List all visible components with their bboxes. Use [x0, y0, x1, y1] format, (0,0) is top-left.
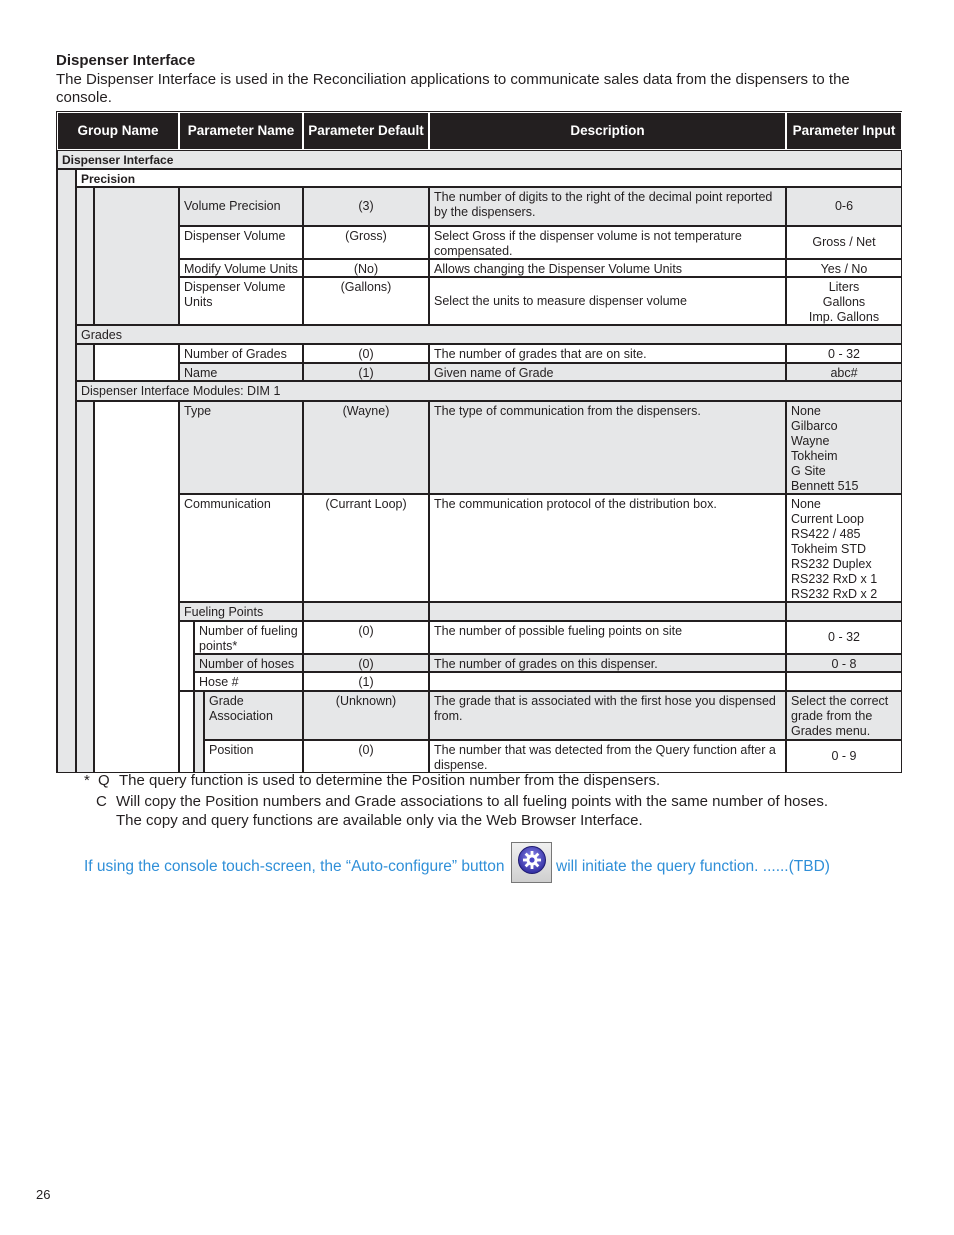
input-number-of-grades: 0 - 32 [786, 344, 902, 363]
footnote-c-text: Will copy the Position numbers and Grade associations to all fueling points with the same number of hoses. [116, 793, 829, 810]
footnote-c-text-continued: The copy and query functions are available only via the Web Browser Interface. [116, 812, 643, 829]
input-number-of-hoses: 0 - 8 [786, 654, 902, 672]
param-default-modify-volume-units: (No) [303, 259, 429, 277]
footnote-c-letter: C [96, 793, 107, 810]
input-hose-number [786, 672, 902, 691]
fueling-points-description-empty [429, 602, 786, 621]
param-default-number-of-grades: (0) [303, 344, 429, 363]
param-name-volume-precision: Volume Precision [179, 187, 303, 226]
intro-paragraph: The Dispenser Interface is used in the Reconciliation applications to communicate sales data from the dispensers to the console. [56, 71, 850, 106]
param-name-number-of-fueling-points: Number of fueling points* [194, 621, 303, 654]
section-title: Dispenser Interface [56, 52, 196, 69]
description-hose-number [429, 672, 786, 691]
input-number-of-fueling-points: 0 - 32 [786, 621, 902, 654]
param-default-number-of-fueling-points: (0) [303, 621, 429, 654]
group-precision: Precision [76, 169, 902, 187]
param-default-name: (1) [303, 363, 429, 381]
input-communication: None Current Loop RS422 / 485 Tokheim STD RS232 Duplex RS232 RxD x 1 RS232 RxD x 2 [786, 494, 902, 602]
indent-bar-hose-inner [194, 691, 204, 773]
header-description: Description [429, 112, 786, 150]
param-name-name: Name [179, 363, 303, 381]
description-name: Given name of Grade [429, 363, 786, 381]
footnote-q-letter: Q [98, 772, 110, 789]
touchscreen-note-after: will initiate the query function. ......(TBD) [556, 858, 830, 875]
indent-bar-level1 [57, 169, 76, 773]
param-name-number-of-hoses: Number of hoses [194, 654, 303, 672]
param-default-dispenser-volume-units: (Gallons) [303, 277, 429, 325]
param-name-hose-number: Hose # [194, 672, 303, 691]
header-parameter-input: Parameter Input [786, 112, 902, 150]
description-communication: The communication protocol of the distribution box. [429, 494, 786, 602]
param-default-grade-association: (Unknown) [303, 691, 429, 740]
param-name-dispenser-volume-units: Dispenser Volume Units [179, 277, 303, 325]
description-grade-association: The grade that is associated with the first hose you dispensed from. [429, 691, 786, 740]
param-name-communication: Communication [179, 494, 303, 602]
description-number-of-grades: The number of grades that are on site. [429, 344, 786, 363]
param-name-number-of-grades: Number of Grades [179, 344, 303, 363]
param-default-communication: (Currant Loop) [303, 494, 429, 602]
indent-bar-precision [76, 187, 94, 325]
header-parameter-default: Parameter Default [303, 112, 429, 150]
indent-bar-hose-outer [179, 691, 194, 773]
input-dispenser-volume-units: Liters Gallons Imp. Gallons [786, 277, 902, 325]
group-fueling-points: Fueling Points [179, 602, 303, 621]
param-default-position: (0) [303, 740, 429, 773]
param-name-modify-volume-units: Modify Volume Units [179, 259, 303, 277]
auto-configure-button[interactable] [511, 842, 552, 883]
header-group-name: Group Name [57, 112, 179, 150]
description-number-of-fueling-points: The number of possible fueling points on site [429, 621, 786, 654]
touchscreen-note-before: If using the console touch-screen, the “Auto-configure” button [84, 858, 505, 875]
description-volume-precision: The number of digits to the right of the decimal point reported by the dispensers. [429, 187, 786, 226]
indent-bar-modules [76, 401, 94, 773]
input-grade-association: Select the correct grade from the Grades menu. [786, 691, 902, 740]
param-name-position: Position [204, 740, 303, 773]
parameter-table [56, 111, 902, 773]
footnote-star: * [84, 772, 90, 789]
param-default-dispenser-volume: (Gross) [303, 226, 429, 259]
param-default-volume-precision: (3) [303, 187, 429, 226]
input-type: None Gilbarco Wayne Tokheim G Site Bennett 515 [786, 401, 902, 494]
fueling-points-input-empty [786, 602, 902, 621]
description-dispenser-volume-units: Select the units to measure dispenser volume [429, 277, 786, 325]
page-number: 26 [36, 1187, 51, 1202]
param-name-grade-association: Grade Association [204, 691, 303, 740]
param-default-type: (Wayne) [303, 401, 429, 494]
header-parameter-name: Parameter Name [179, 112, 303, 150]
param-default-hose-number: (1) [303, 672, 429, 691]
description-position: The number that was detected from the Query function after a dispense. [429, 740, 786, 773]
param-name-dispenser-volume: Dispenser Volume [179, 226, 303, 259]
input-dispenser-volume: Gross / Net [786, 226, 902, 259]
description-number-of-hoses: The number of grades on this dispenser. [429, 654, 786, 672]
input-position: 0 - 9 [786, 740, 902, 773]
group-dispenser-interface-modules: Dispenser Interface Modules: DIM 1 [76, 381, 902, 401]
footnote-q-text: The query function is used to determine the Position number from the dispensers. [119, 772, 661, 789]
input-name: abc# [786, 363, 902, 381]
fueling-points-default-empty [303, 602, 429, 621]
group-dispenser-interface: Dispenser Interface [57, 150, 902, 169]
indent-bar-grades [76, 344, 94, 381]
group-cell-grades [94, 344, 179, 381]
param-name-type: Type [179, 401, 303, 494]
description-modify-volume-units: Allows changing the Dispenser Volume Units [429, 259, 786, 277]
description-dispenser-volume: Select Gross if the dispenser volume is not temperature compensated. [429, 226, 786, 259]
gear-icon [517, 845, 547, 880]
input-modify-volume-units: Yes / No [786, 259, 902, 277]
group-cell-modules [94, 401, 179, 773]
param-default-number-of-hoses: (0) [303, 654, 429, 672]
input-volume-precision: 0-6 [786, 187, 902, 226]
group-grades: Grades [76, 325, 902, 344]
indent-bar-fueling-points [179, 621, 194, 691]
group-cell-precision [94, 187, 179, 325]
description-type: The type of communication from the dispensers. [429, 401, 786, 494]
